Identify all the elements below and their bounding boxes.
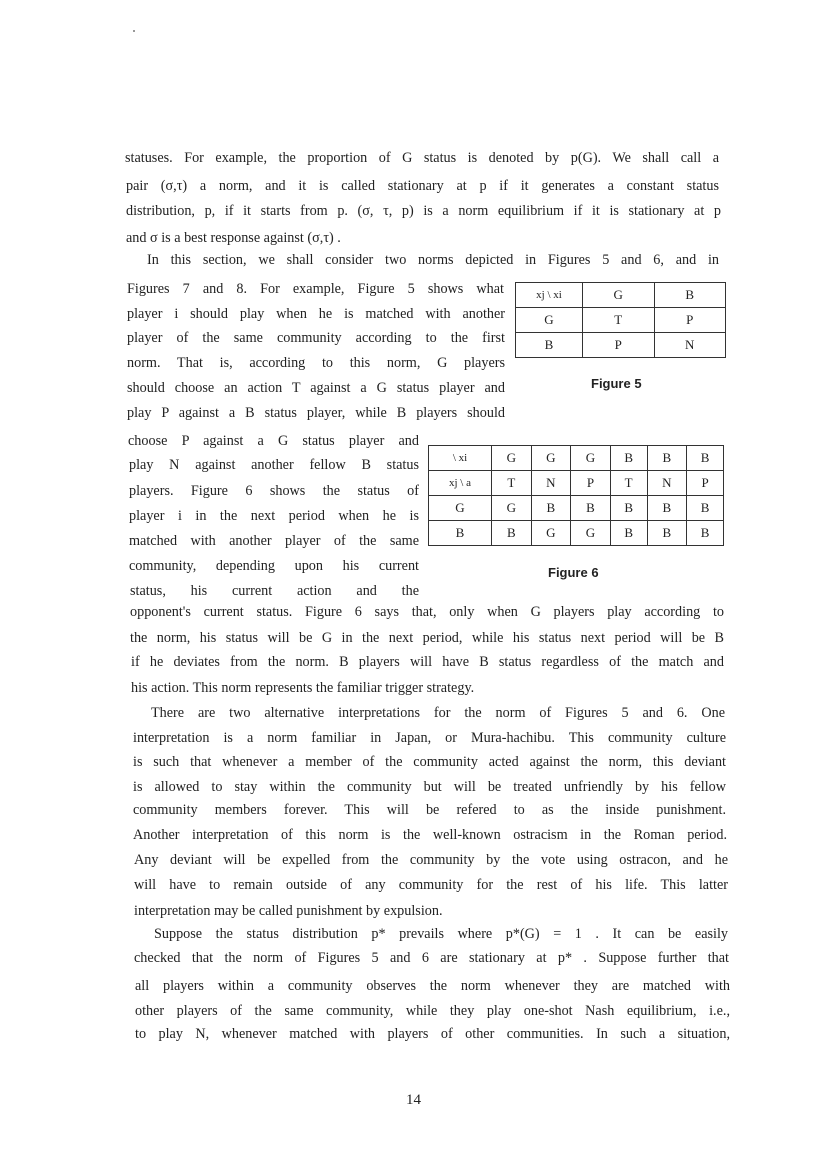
table-cell: B	[687, 496, 724, 521]
text-line: will have to remain outside of any community for the rest of his life. This latter	[134, 877, 728, 893]
table-cell: B	[492, 521, 532, 546]
table-cell: B	[647, 521, 687, 546]
text-line: community, depending upon his current	[129, 558, 419, 574]
text-line: There are two alternative interpretations for the norm of Figures 5 and 6. One	[151, 705, 725, 721]
table-row	[429, 471, 724, 496]
table-cell: T	[583, 308, 655, 333]
text-line: matched with another player of the same	[129, 533, 419, 549]
text-line: is such that whenever a member of the community acted against the norm, this deviant	[133, 754, 726, 770]
scan-speck	[133, 30, 135, 32]
table-row	[429, 446, 724, 471]
text-line: interpretation is a norm familiar in Japan, or Mura-hachibu. This community culture	[133, 730, 726, 746]
table-cell: G	[571, 521, 611, 546]
text-line: Figures 7 and 8. For example, Figure 5 shows what	[127, 281, 504, 297]
text-line: his action. This norm represents the familiar trigger strategy.	[131, 680, 475, 696]
table-row	[429, 496, 724, 521]
table-cell: B	[610, 446, 647, 471]
table-cell: B	[531, 496, 571, 521]
table-cell: T	[492, 471, 532, 496]
text-line: players. Figure 6 shows the status of	[129, 483, 419, 499]
text-line: community members forever. This will be refered to as the inside punishment.	[133, 802, 726, 818]
table-cell: B	[647, 496, 687, 521]
table-row	[516, 283, 726, 308]
text-line: Another interpretation of this norm is the well-known ostracism in the Roman period.	[133, 827, 727, 843]
table-cell: P	[687, 471, 724, 496]
table-row	[516, 333, 726, 358]
table-cell: B	[610, 521, 647, 546]
table-cell: B	[516, 333, 583, 358]
table-cell: N	[654, 333, 726, 358]
table-cell: G	[429, 496, 492, 521]
figure6-table	[428, 445, 724, 546]
table-cell: P	[571, 471, 611, 496]
table-cell: G	[531, 446, 571, 471]
text-line: the norm, his status will be G in the next period, while his status next period will be B	[130, 630, 724, 646]
table-cell: P	[654, 308, 726, 333]
text-line: checked that the norm of Figures 5 and 6 are stationary at p* . Suppose further that	[134, 950, 729, 966]
text-line: play N against another fellow B status	[129, 457, 419, 473]
page-number: 14	[406, 1092, 421, 1108]
table-cell: B	[647, 446, 687, 471]
figure5-table	[515, 282, 726, 358]
text-line: Any deviant will be expelled from the community by the vote using ostracon, and he	[134, 852, 728, 868]
text-line: player of the same community according to the first	[127, 330, 505, 346]
text-line: interpretation may be called punishment by expulsion.	[134, 903, 443, 919]
table-cell: B	[429, 521, 492, 546]
text-line: should choose an action T against a G status player and	[127, 380, 505, 396]
text-line: opponent's current status. Figure 6 says that, only when G players play according to	[130, 604, 724, 620]
text-line: choose P against a G status player and	[128, 433, 419, 449]
table-cell: N	[531, 471, 571, 496]
table-cell: B	[687, 446, 724, 471]
figure5-caption: Figure 5	[591, 376, 642, 391]
text-line: if he deviates from the norm. B players will have B status regardless of the match and	[131, 654, 724, 670]
text-line: to play N, whenever matched with players of other communities. In such a situation,	[135, 1026, 730, 1042]
table-cell: P	[583, 333, 655, 358]
table-cell: B	[654, 283, 726, 308]
text-line: is allowed to stay within the community but will be treated unfriendly by his fellow	[133, 779, 726, 795]
table-cell: B	[571, 496, 611, 521]
table-cell: G	[571, 446, 611, 471]
text-line: status, his current action and the	[130, 583, 419, 599]
table-cell: B	[687, 521, 724, 546]
table-cell: G	[531, 521, 571, 546]
text-line: statuses. For example, the proportion of G status is denoted by p(G). We shall call a	[125, 150, 719, 166]
table-cell: B	[610, 496, 647, 521]
table-cell: xj \ a	[429, 471, 492, 496]
text-line: player i in the next period when he is	[129, 508, 419, 524]
table-row	[429, 521, 724, 546]
text-line: play P against a B status player, while B players should	[127, 405, 505, 421]
text-line: other players of the same community, while they play one-shot Nash equilibrium, i.e.,	[135, 1003, 730, 1019]
text-line: pair (σ,τ) a norm, and it is called stationary at p if it generates a constant status	[126, 178, 719, 194]
table-cell: G	[492, 446, 532, 471]
text-line: norm. That is, according to this norm, G players	[127, 355, 505, 371]
text-line: and σ is a best response against (σ,τ) .	[126, 230, 341, 246]
text-line: player i should play when he is matched with another	[127, 306, 505, 322]
text-line: distribution, p, if it starts from p. (σ, τ, p) is a norm equilibrium if it is stationary at p	[126, 203, 721, 219]
text-line: Suppose the status distribution p* prevails where p*(G) = 1 . It can be easily	[154, 926, 728, 942]
table-cell: G	[583, 283, 655, 308]
text-line: In this section, we shall consider two norms depicted in Figures 5 and 6, and in	[147, 252, 719, 268]
table-cell: N	[647, 471, 687, 496]
table-cell: G	[516, 308, 583, 333]
text-line: all players within a community observes the norm whenever they are matched with	[135, 978, 730, 994]
table-cell: T	[610, 471, 647, 496]
table-cell: \ xi	[429, 446, 492, 471]
figure6-caption: Figure 6	[548, 565, 599, 580]
table-row	[516, 308, 726, 333]
table-cell: xj \ xi	[516, 283, 583, 308]
table-cell: G	[492, 496, 532, 521]
